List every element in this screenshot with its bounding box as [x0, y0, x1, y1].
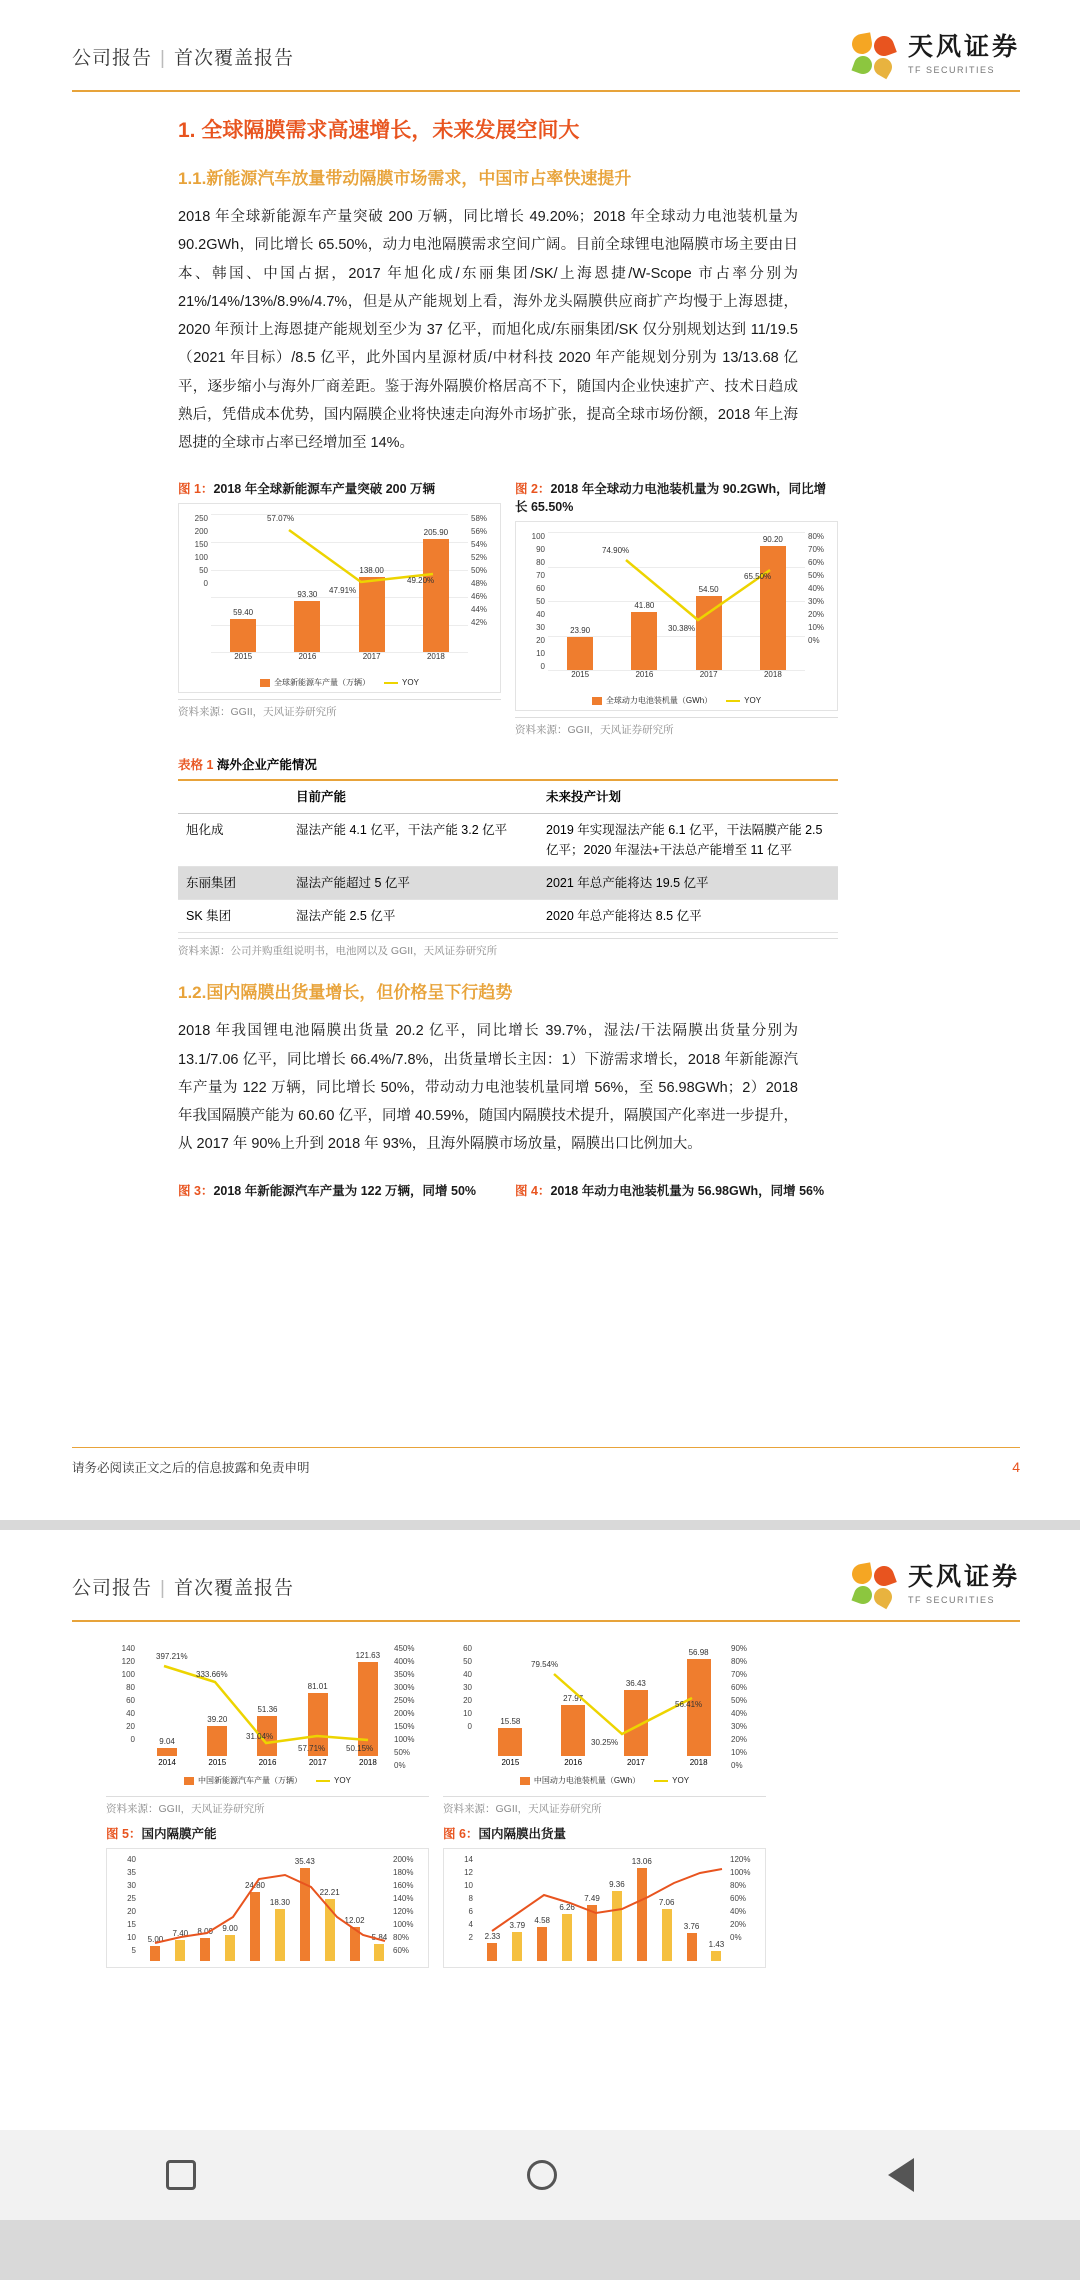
figure-4-caption-text: 2018 年动力电池装机量为 56.98GWh，同增 56%	[550, 1183, 825, 1198]
header-report-type: 公司报告	[72, 47, 153, 69]
chart-fig2	[515, 521, 838, 711]
fig5-y-axis: 40 35 30 25 20 15 10 5	[127, 1855, 136, 1955]
brand-name-en: TF SECURITIES	[907, 64, 995, 75]
figure-4-caption-block	[515, 1181, 838, 1205]
fig4-y2-axis: 90% 80% 70% 60% 50% 40% 30% 20% 10% 0%	[731, 1644, 748, 1770]
fig2-plot: 23.90 41.80 54.50 90.20 74.90% 30.38% 65.50%	[548, 532, 805, 670]
leaf-logo-icon	[852, 1564, 896, 1608]
page-header	[0, 0, 1080, 78]
table-overseas-capacity	[178, 779, 838, 933]
brand-name-2	[908, 1564, 1020, 1607]
figure-6-caption-text: 国内隔膜出货量	[478, 1827, 566, 1841]
fig5-trend-line	[143, 1857, 392, 1961]
figure-4-source: 资料来源：GGII，天风证券研究所	[443, 1796, 766, 1816]
table-cell-plan: 2021 年总产能将达 19.5 亿平	[538, 867, 838, 900]
figure-1-caption-text: 2018 年全球新能源车产量突破 200 万辆	[213, 482, 436, 497]
table-col-head-1: 目前产能	[288, 780, 538, 814]
fig3-legend: 中国新能源汽车产量（万辆） YOY	[106, 1775, 429, 1786]
figure-3-source: 资料来源：GGII，天风证券研究所	[106, 1796, 429, 1816]
figure-5-caption-text: 国内隔膜产能	[141, 1827, 217, 1841]
figure-3-caption-lead: 图 3：	[178, 1183, 214, 1198]
fig3-x-axis: 2014 2015 2016 2017 2018	[158, 1758, 377, 1767]
leaf-logo-icon	[852, 34, 896, 78]
table-cell-company: 旭化成	[178, 814, 288, 867]
figure-row-3	[106, 1640, 766, 1968]
table-row	[178, 814, 838, 867]
section-heading-1-1: 1.1.新能源汽车放量带动隔膜市场需求，中国市占率快速提升	[178, 169, 632, 188]
paragraph-1: 2018 年全球新能源车产量突破 200 万辆，同比增长 49.20%；2018 年全球动力电池装机量为 90.2GWh，同比增长 65.50%，动力电池隔膜需求空间广阔。目前全球锂电池隔膜市场主要由日本、韩国、中国占据，2017 年旭化成/东丽集团/SK/上海恩捷/W-Scope 市占率分别为 21%/14%/13%/8.9%/4.7%，但是从产能规划上看，海外龙头隔膜供应商扩产均慢于上海恩捷，2020 年预计上海恩捷产能规划至少为 37 亿平，而旭化成/东丽集团/SK 仅分别规划达到 11/19.5（2021 年目标）/8.5 亿平，此外国内星源材质/中材科技 2020 年产能规划分别为 13/13.68 亿平，逐步缩小与海外厂商差距。鉴于海外隔膜价格居高不下，随国内企业快速扩产、技术日趋成熟后，凭借成本优势，国内隔膜企业将快速走向海外市场扩张，提高全球市场份额，2018 年上海恩捷的全球市占率已经增加至 14%。	[178, 209, 798, 452]
figure-6-caption-lead: 图 6：	[443, 1827, 479, 1841]
fig1-bars: 59.40 93.30 138.00 205.90	[211, 514, 468, 652]
figure-5-caption	[106, 1824, 429, 1842]
android-nav-bar	[0, 2130, 1080, 2220]
page-number: 4	[1012, 1459, 1020, 1475]
page-footer	[72, 1447, 1020, 1476]
figure-2-caption-lead: 图 2：	[515, 482, 551, 497]
fig2-y-axis: 100 90 80 70 60 50 40 30 20 10 0	[531, 532, 545, 672]
brand-name-cn-2: 天风证券	[907, 1563, 1020, 1592]
header-breadcrumb-2: 公司报告 | 首次覆盖报告	[72, 1577, 294, 1599]
header-report-type-2: 公司报告	[72, 1577, 153, 1599]
table-cell-current: 湿法产能 2.5 亿平	[288, 900, 538, 933]
figure-2-source: 资料来源：GGII，天风证券研究所	[515, 717, 838, 737]
fig1-y-axis: 250 200 150 100 50 0	[194, 514, 208, 589]
figure-4-caption	[515, 1181, 838, 1199]
figure-1	[178, 479, 501, 737]
chart-fig1	[178, 503, 501, 693]
table-col-head-2: 未来投产计划	[538, 780, 838, 814]
fig4-plot: 15.58 27.97 36.43 56.98 79.54% 30.25% 56.41%	[479, 1648, 730, 1756]
brand-name	[908, 34, 1020, 77]
figure-5-caption-lead: 图 5：	[106, 1827, 142, 1841]
figure-1-source: 资料来源：GGII，天风证券研究所	[178, 699, 501, 719]
header-report-sub-2: 首次覆盖报告	[173, 1577, 294, 1599]
header-report-sub: 首次覆盖报告	[173, 47, 294, 69]
table-cell-current: 湿法产能 4.1 亿平，干法产能 3.2 亿平	[288, 814, 538, 867]
header-divider-2	[72, 1620, 1020, 1622]
figure-1-caption-lead: 图 1：	[178, 482, 214, 497]
brand-logo	[852, 34, 1020, 78]
page-2-header	[0, 1530, 1080, 1608]
fig1-y2-axis: 58% 56% 54% 52% 50% 48% 46% 44% 42%	[471, 514, 488, 628]
fig6-bars: 2.33 3.79 4.58 6.26 7.49 9.36 13.06 7.06 3.76 1.43	[480, 1857, 729, 1961]
fig2-bars: 23.90 41.80 54.50 90.20	[548, 532, 805, 670]
chart-fig6	[443, 1848, 766, 1968]
fig6-trend-line	[480, 1857, 729, 1961]
fig4-y-axis: 60 50 40 30 20 10 0	[463, 1644, 472, 1731]
chart-fig5	[106, 1848, 429, 1968]
figure-6-caption	[443, 1824, 766, 1842]
figure-row-2	[178, 1181, 838, 1205]
page-1-content	[0, 114, 1080, 1205]
figure-3-caption	[178, 1181, 501, 1199]
fig2-x-axis: 2015 2016 2017 2018	[571, 670, 782, 680]
figure-row-1	[178, 479, 838, 737]
brand-logo-2	[852, 1564, 1020, 1608]
fig1-legend: 全球新能源车产量（万辆） YOY	[179, 677, 500, 688]
fig3-y2-axis: 450% 400% 350% 300% 250% 200% 150% 100% 50% 0%	[394, 1644, 415, 1770]
figure-4-caption-lead: 图 4：	[515, 1183, 551, 1198]
figure-2-caption	[515, 479, 838, 515]
fig2-yoy-line	[548, 532, 805, 670]
figure-1-caption	[178, 479, 501, 497]
table-cell-company: SK 集团	[178, 900, 288, 933]
fig6-plot	[480, 1857, 729, 1961]
section-heading-1-2: 1.2.国内隔膜出货量增长，但价格呈下行趋势	[178, 983, 513, 1003]
brand-name-cn: 天风证券	[907, 33, 1020, 62]
fig5-bars: 5.00 7.40 8.00 9.00 24.80 18.30 35.43 22.21 12.02 5.84	[143, 1857, 392, 1961]
fig4-x-axis: 2015 2016 2017 2018	[501, 1758, 708, 1767]
document-page-2	[0, 1530, 1080, 2220]
table-1-caption-text: 海外企业产能情况	[216, 758, 317, 773]
fig3-plot: 9.04 39.20 51.36 81.01 121.63 397.21% 333.66% 31.04% 57.71% 50.15%	[142, 1648, 393, 1756]
table-row	[178, 867, 838, 900]
fig2-y2-axis: 80% 70% 60% 50% 40% 30% 20% 10% 0%	[808, 532, 825, 646]
table-cell-current: 湿法产能超过 5 亿平	[288, 867, 538, 900]
fig5-plot	[143, 1857, 392, 1961]
fig5-y2-axis: 200% 180% 160% 140% 120% 100% 80% 60%	[393, 1855, 414, 1955]
home-icon[interactable]	[527, 2160, 557, 2190]
fig4-legend: 中国动力电池装机量（GWh） YOY	[443, 1775, 766, 1786]
fig3-y-axis: 140 120 100 80 60 40 20 0	[121, 1644, 135, 1744]
table-cell-company: 东丽集团	[178, 867, 288, 900]
footer-disclaimer: 请务必阅读正文之后的信息披露和免责申明	[72, 1461, 310, 1475]
table-header-row	[178, 780, 838, 814]
table-cell-plan: 2020 年总产能将达 8.5 亿平	[538, 900, 838, 933]
fig2-legend: 全球动力电池装机量（GWh） YOY	[516, 695, 837, 706]
table-1-caption-lead: 表格 1	[178, 758, 214, 773]
figure-2	[515, 479, 838, 737]
fig4-bars: 15.58 27.97 36.43 56.98	[479, 1648, 730, 1756]
fig1-plot: 59.40 93.30 138.00 205.90 57.07% 47.91% 49.20%	[211, 514, 468, 652]
figure-2-caption-text: 2018 年全球动力电池装机量为 90.2GWh，同比增长 65.50%	[515, 482, 827, 515]
paragraph-2: 2018 年我国锂电池隔膜出货量 20.2 亿平，同比增长 39.7%，湿法/干法隔膜出货量分别为 13.1/7.06 亿平，同比增长 66.4%/7.8%，出货量增长主因：1）下游需求增长，2018 年新能源汽车产量为 122 万辆，同比增长 50%，带动动力电池装机量同增 56%，至 56.98GWh；2）2018 年我国隔膜产能为 60.60 亿平，同增 40.59%，随国内隔膜技术提升，隔膜国产化率进一步提升，从 2017 年 90%上升到 2018 年 93%，且海外隔膜市场放量，隔膜出口比例加大。	[178, 1023, 798, 1153]
fig6-y-axis: 14 12 10 8 6 4 2	[464, 1855, 473, 1942]
table-row	[178, 900, 838, 933]
section-heading-1: 1. 全球隔膜需求高速增长，未来发展空间大	[178, 119, 580, 142]
header-divider	[72, 90, 1020, 92]
fig1-x-axis: 2015 2016 2017 2018	[234, 652, 445, 662]
figure-3-caption-block	[178, 1181, 501, 1205]
fig6-y2-axis: 120% 100% 80% 60% 40% 20% 0%	[730, 1855, 751, 1942]
back-icon[interactable]	[888, 2158, 914, 2192]
table-1-source: 资料来源：公司并购重组说明书，电池网以及 GGII，天风证券研究所	[178, 938, 838, 958]
chart-fig3	[106, 1640, 429, 1968]
table-cell-plan: 2019 年实现湿法产能 6.1 亿平，干法隔膜产能 2.5 亿平；2020 年湿法+干法总产能增至 11 亿平	[538, 814, 838, 867]
fig3-bars: 9.04 39.20 51.36 81.01 121.63	[142, 1648, 393, 1756]
table-1-caption	[178, 755, 1008, 773]
header-breadcrumb: 公司报告 | 首次覆盖报告	[72, 47, 294, 69]
table-col-head-0	[178, 780, 288, 814]
figure-3-caption-text: 2018 年新能源汽车产量为 122 万辆，同增 50%	[213, 1183, 477, 1198]
recent-apps-icon[interactable]	[166, 2160, 196, 2190]
brand-name-en-2: TF SECURITIES	[907, 1594, 995, 1605]
chart-fig4	[443, 1640, 766, 1968]
